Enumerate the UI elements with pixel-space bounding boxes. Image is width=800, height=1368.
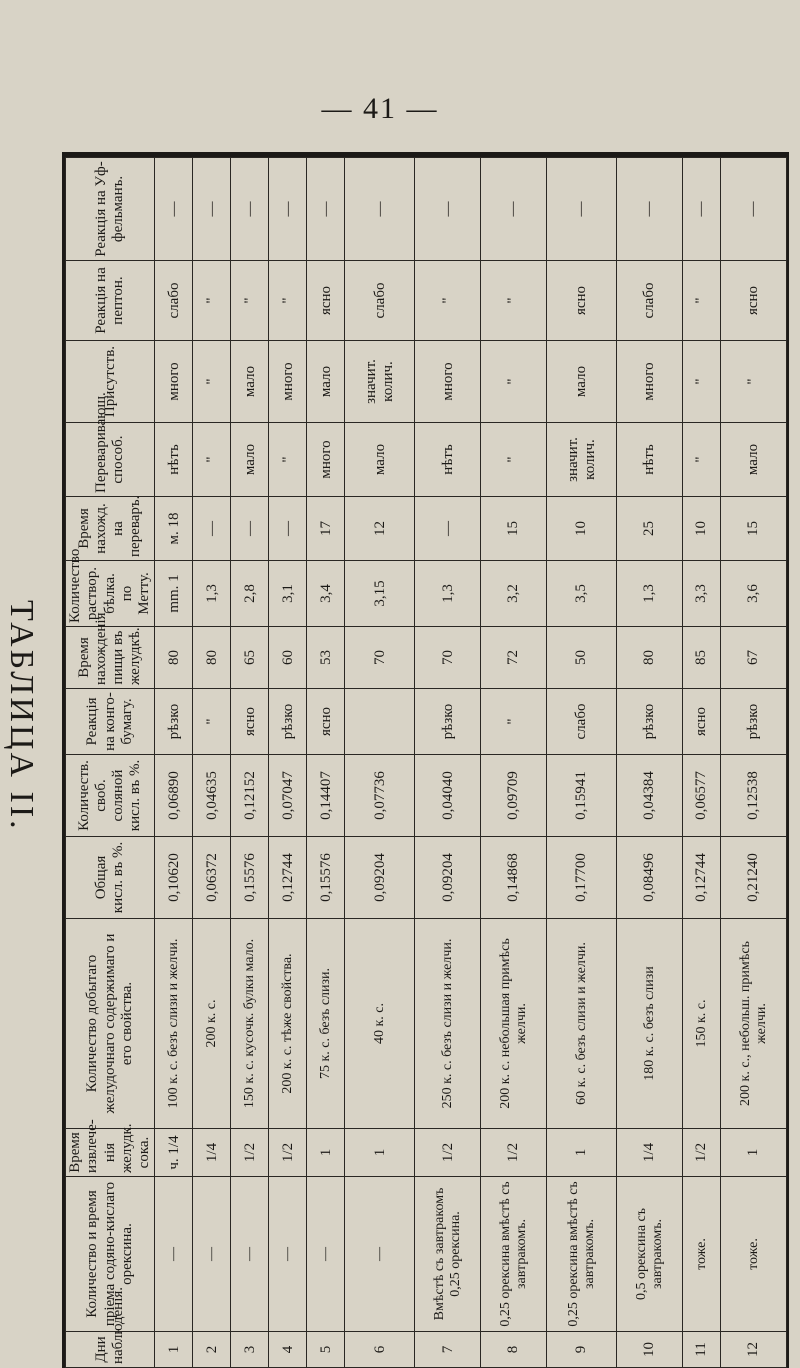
col-header-4: Общая кисл. въ %. (66, 837, 155, 919)
cell-time: 1 (345, 1129, 415, 1177)
cell-mett-time: 10 (683, 497, 721, 561)
cell-food: 70 (415, 627, 481, 689)
cell-free: 0,07047 (269, 755, 307, 837)
cell-uffelmann: — (155, 158, 193, 261)
cell-mett-time: 15 (481, 497, 547, 561)
cell-free: 0,04635 (193, 755, 231, 837)
cell-total: 0,21240 (721, 837, 787, 919)
cell-time: 1 (721, 1129, 787, 1177)
cell-uffelmann: — (481, 158, 547, 261)
data-table (65, 157, 787, 1368)
cell-day: 7 (415, 1332, 481, 1368)
col-header-5: Количеств. своб. соляной кисл. въ %. (66, 755, 155, 837)
data-table-frame (62, 152, 789, 1368)
cell-dose: — (155, 1177, 193, 1332)
cell-dose: 0,5 орексина съ завтракомъ. (617, 1177, 683, 1332)
col-header-13: Реакція на Уф-фельманъ. (66, 158, 155, 261)
cell-mett-unit: 1,3 (193, 561, 231, 627)
cell-mett-time: 25 (617, 497, 683, 561)
cell-free: 0,04040 (415, 755, 481, 837)
cell-congo: ясно (307, 689, 345, 755)
cell-total: 0,14868 (481, 837, 547, 919)
cell-digest: мало (231, 423, 269, 497)
cell-content: 200 к. с. (193, 919, 231, 1129)
cell-presence: мало (307, 341, 345, 423)
table-row (547, 158, 617, 1368)
cell-total: 0,10620 (155, 837, 193, 919)
cell-content: 150 к. с. кусочк. булки мало. (231, 919, 269, 1129)
cell-digest: значит. колич. (547, 423, 617, 497)
cell-total: 0,09204 (345, 837, 415, 919)
cell-day: 3 (231, 1332, 269, 1368)
cell-free: 0,12152 (231, 755, 269, 837)
cell-time: 1 (307, 1129, 345, 1177)
cell-presence: " (481, 341, 547, 423)
table-title: ТАБЛИЦА II. (3, 600, 40, 832)
cell-peptone: " (193, 261, 231, 341)
cell-presence: много (617, 341, 683, 423)
cell-congo: рѣзко (415, 689, 481, 755)
cell-dose: — (193, 1177, 231, 1332)
col-header-12: Реакція на пептон. (66, 261, 155, 341)
cell-total: 0,09204 (415, 837, 481, 919)
cell-uffelmann: — (307, 158, 345, 261)
cell-food: 70 (345, 627, 415, 689)
cell-congo: рѣзко (269, 689, 307, 755)
cell-uffelmann: — (415, 158, 481, 261)
cell-presence: значит. колич. (345, 341, 415, 423)
table-row (617, 158, 683, 1368)
table-row (683, 158, 721, 1368)
cell-free: 0,14407 (307, 755, 345, 837)
cell-mett-time: м. 18 (155, 497, 193, 561)
cell-presence: мало (547, 341, 617, 423)
cell-mett-time: 10 (547, 497, 617, 561)
cell-content: 150 к. с. (683, 919, 721, 1129)
cell-peptone: " (231, 261, 269, 341)
cell-mett-unit: 3,15 (345, 561, 415, 627)
cell-dose: — (307, 1177, 345, 1332)
cell-mett-unit: 3,2 (481, 561, 547, 627)
cell-mett-unit: 3,6 (721, 561, 787, 627)
cell-digest: " (481, 423, 547, 497)
cell-digest: мало (345, 423, 415, 497)
cell-peptone: слабо (345, 261, 415, 341)
col-header-2: Время извлече-нія желудк. сока. (66, 1129, 155, 1177)
cell-mett-time: — (269, 497, 307, 561)
cell-dose: Вмѣстѣ съ завтракомъ 0,25 орексина. (415, 1177, 481, 1332)
cell-mett-time: — (415, 497, 481, 561)
cell-total: 0,06372 (193, 837, 231, 919)
cell-presence: много (155, 341, 193, 423)
cell-free: 0,15941 (547, 755, 617, 837)
cell-time: 1/2 (231, 1129, 269, 1177)
cell-mett-time: — (231, 497, 269, 561)
col-header-6: Реакція на конго-бумагу. (66, 689, 155, 755)
cell-congo (345, 689, 415, 755)
col-header-11: Присутств. (66, 341, 155, 423)
cell-digest: нѣтъ (155, 423, 193, 497)
cell-total: 0,15576 (231, 837, 269, 919)
cell-peptone: " (269, 261, 307, 341)
cell-congo: ясно (683, 689, 721, 755)
cell-uffelmann: — (345, 158, 415, 261)
cell-free: 0,04384 (617, 755, 683, 837)
cell-content: 75 к. с. безъ слизи. (307, 919, 345, 1129)
table-row (721, 158, 787, 1368)
cell-content: 200 к. с. тѣже свойства. (269, 919, 307, 1129)
cell-mett-unit: 1,3 (617, 561, 683, 627)
cell-food: 80 (193, 627, 231, 689)
table-body (155, 158, 787, 1368)
cell-time: ч. 1/4 (155, 1129, 193, 1177)
cell-time: 1/2 (415, 1129, 481, 1177)
cell-free: 0,09709 (481, 755, 547, 837)
cell-mett-unit: 3,1 (269, 561, 307, 627)
cell-mett-unit: mm. 1 (155, 561, 193, 627)
cell-peptone: " (481, 261, 547, 341)
cell-day: 11 (683, 1332, 721, 1368)
cell-mett-time: 12 (345, 497, 415, 561)
cell-dose: 0,25 орексина вмѣстѣ съ завтракомъ. (481, 1177, 547, 1332)
cell-day: 4 (269, 1332, 307, 1368)
col-header-7: Время нахожденія пищи въ желудкѣ. (66, 627, 155, 689)
cell-food: 60 (269, 627, 307, 689)
cell-congo: слабо (547, 689, 617, 755)
cell-digest: " (683, 423, 721, 497)
cell-digest: мало (721, 423, 787, 497)
table-row (155, 158, 193, 1368)
cell-uffelmann: — (617, 158, 683, 261)
cell-time: 1/4 (193, 1129, 231, 1177)
cell-congo: " (193, 689, 231, 755)
cell-peptone: слабо (155, 261, 193, 341)
cell-content: 200 к. с. небольшая примѣсь желчи. (481, 919, 547, 1129)
cell-congo: рѣзко (721, 689, 787, 755)
cell-digest: " (269, 423, 307, 497)
cell-presence: много (415, 341, 481, 423)
cell-mett-unit: 3,3 (683, 561, 721, 627)
cell-peptone: ясно (307, 261, 345, 341)
cell-time: 1/4 (617, 1129, 683, 1177)
cell-digest: много (307, 423, 345, 497)
cell-peptone: ясно (721, 261, 787, 341)
cell-digest: нѣтъ (415, 423, 481, 497)
cell-mett-time: 17 (307, 497, 345, 561)
cell-congo: рѣзко (617, 689, 683, 755)
header-row (66, 158, 155, 1368)
cell-day: 5 (307, 1332, 345, 1368)
cell-content: 250 к. с. безъ слизи и желчи. (415, 919, 481, 1129)
col-header-9: Время нахожд. на переваръ. (66, 497, 155, 561)
col-header-1: Количество и время пріема содяно-кислаго орексина. (66, 1177, 155, 1332)
cell-free: 0,07736 (345, 755, 415, 837)
cell-content: 200 к. с., небольш. примѣсь желчи. (721, 919, 787, 1129)
cell-food: 50 (547, 627, 617, 689)
cell-day: 10 (617, 1332, 683, 1368)
cell-mett-unit: 3,5 (547, 561, 617, 627)
cell-mett-time: — (193, 497, 231, 561)
table-row (193, 158, 231, 1368)
cell-dose: тоже. (683, 1177, 721, 1332)
cell-free: 0,06890 (155, 755, 193, 837)
cell-dose: — (231, 1177, 269, 1332)
cell-day: 2 (193, 1332, 231, 1368)
cell-uffelmann: — (269, 158, 307, 261)
table-row (307, 158, 345, 1368)
cell-total: 0,12744 (683, 837, 721, 919)
cell-presence: " (193, 341, 231, 423)
cell-day: 8 (481, 1332, 547, 1368)
cell-uffelmann: — (231, 158, 269, 261)
cell-day: 12 (721, 1332, 787, 1368)
cell-food: 80 (617, 627, 683, 689)
cell-free: 0,06577 (683, 755, 721, 837)
cell-presence: мало (231, 341, 269, 423)
cell-content: 100 к. с. безъ слизи и желчи. (155, 919, 193, 1129)
col-header-10: Переваривающ. способ. (66, 423, 155, 497)
col-header-0: Дни наблюденія. (66, 1332, 155, 1368)
cell-food: 53 (307, 627, 345, 689)
cell-content: 40 к. с. (345, 919, 415, 1129)
table-row (269, 158, 307, 1368)
cell-peptone: " (415, 261, 481, 341)
cell-day: 1 (155, 1332, 193, 1368)
cell-time: 1/2 (683, 1129, 721, 1177)
cell-uffelmann: — (547, 158, 617, 261)
cell-peptone: слабо (617, 261, 683, 341)
cell-digest: " (193, 423, 231, 497)
cell-mett-unit: 3,4 (307, 561, 345, 627)
cell-uffelmann: — (193, 158, 231, 261)
cell-mett-unit: 2,8 (231, 561, 269, 627)
cell-congo: ясно (231, 689, 269, 755)
cell-total: 0,08496 (617, 837, 683, 919)
cell-peptone: ясно (547, 261, 617, 341)
cell-food: 85 (683, 627, 721, 689)
cell-time: 1/2 (269, 1129, 307, 1177)
cell-peptone: " (683, 261, 721, 341)
cell-dose: тоже. (721, 1177, 787, 1332)
table-row (345, 158, 415, 1368)
cell-digest: нѣтъ (617, 423, 683, 497)
cell-food: 67 (721, 627, 787, 689)
cell-total: 0,17700 (547, 837, 617, 919)
page-number: — 41 — (321, 92, 439, 125)
cell-mett-unit: 1,3 (415, 561, 481, 627)
table-row (415, 158, 481, 1368)
cell-day: 9 (547, 1332, 617, 1368)
cell-total: 0,15576 (307, 837, 345, 919)
rotated-table (65, 158, 787, 1368)
cell-content: 60 к. с. безъ слизи и желчи. (547, 919, 617, 1129)
col-header-8: Количество раствор. бѣлка. по Метту. (66, 561, 155, 627)
table-row (481, 158, 547, 1368)
cell-congo: рѣзко (155, 689, 193, 755)
cell-dose: — (269, 1177, 307, 1332)
cell-uffelmann: — (683, 158, 721, 261)
cell-presence: " (683, 341, 721, 423)
cell-free: 0,12538 (721, 755, 787, 837)
cell-total: 0,12744 (269, 837, 307, 919)
cell-food: 80 (155, 627, 193, 689)
cell-content: 180 к. с. безъ слизи (617, 919, 683, 1129)
cell-uffelmann: — (721, 158, 787, 261)
cell-congo: " (481, 689, 547, 755)
cell-food: 65 (231, 627, 269, 689)
cell-presence: " (721, 341, 787, 423)
cell-mett-time: 15 (721, 497, 787, 561)
col-header-3: Количество добытаго желудочнаго содержимаго и его свойства. (66, 919, 155, 1129)
cell-dose: 0,25 орексина вмѣстѣ съ завтракомъ. (547, 1177, 617, 1332)
cell-day: 6 (345, 1332, 415, 1368)
cell-time: 1/2 (481, 1129, 547, 1177)
cell-presence: много (269, 341, 307, 423)
cell-food: 72 (481, 627, 547, 689)
cell-dose: — (345, 1177, 415, 1332)
table-row (231, 158, 269, 1368)
cell-time: 1 (547, 1129, 617, 1177)
